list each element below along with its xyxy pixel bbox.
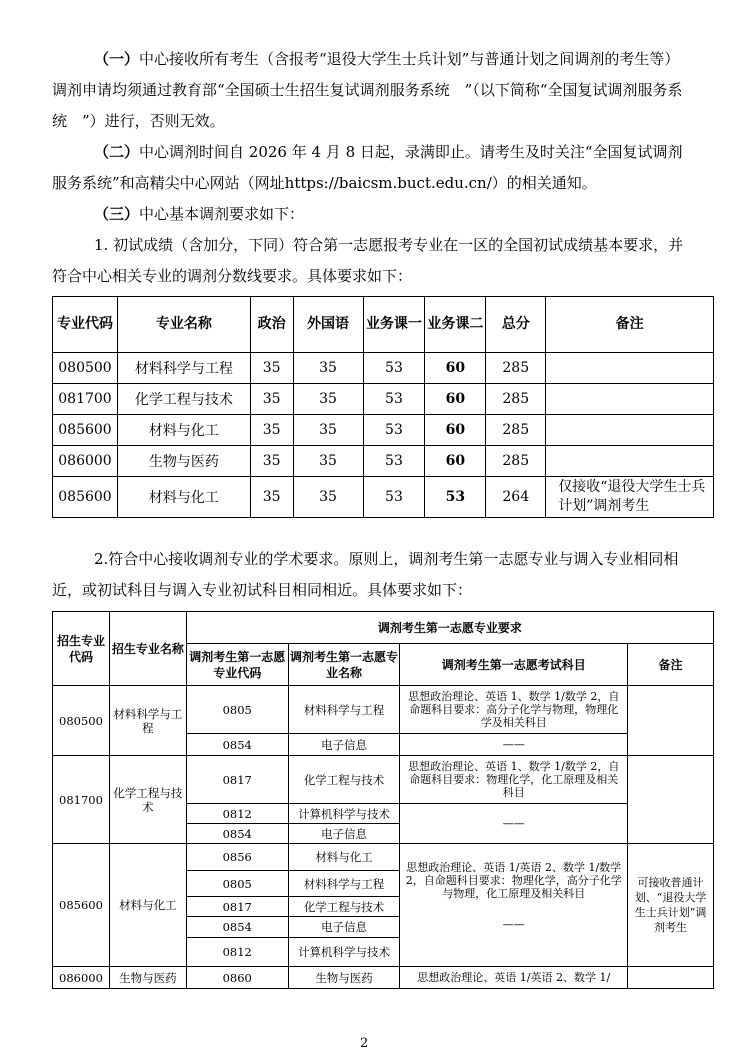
table1-header-note: 备注 xyxy=(546,297,714,353)
cell-code: 080500 xyxy=(53,686,110,756)
paragraph-3-body: 中心基本调剂要求如下： xyxy=(139,205,305,223)
paragraph-2-body: 中心调剂时间自 2026 年 4 月 8 日起，录满即止。请考生及时关注“全国复试调剂服务系统”和高精尖中心网站（网址https://baicsm.buct.edu.cn/）的相关通知。 xyxy=(52,143,683,192)
table1-header-name: 专业名称 xyxy=(117,297,250,353)
cell-politics: 35 xyxy=(250,477,293,518)
cell-note xyxy=(546,446,714,477)
table-row xyxy=(53,415,714,446)
cell-first-name: 化学工程与技术 xyxy=(288,756,400,804)
table-row xyxy=(53,967,714,989)
cell-first-name: 材料科学与工程 xyxy=(288,686,400,734)
cell-subjects: 思想政治理论、英语 1/英语 2、数学 1/ xyxy=(400,967,628,989)
cell-name: 材料与化工 xyxy=(117,415,250,446)
cell-politics: 35 xyxy=(250,446,293,477)
cell-name: 化学工程与技术 xyxy=(117,384,250,415)
table2-header-first-name: 调剂考生第一志愿专业名称 xyxy=(288,644,400,686)
cell-foreign: 35 xyxy=(293,353,363,384)
cell-foreign: 35 xyxy=(293,477,363,518)
cell-subjects: 思想政治理论、英语 1/英语 2、数学 1/数学 2，自命题科目要求：物理化学，高分子化学与物理，化工原理及相关科目 xyxy=(400,844,628,917)
cell-code: 086000 xyxy=(53,446,118,477)
cell-first-name: 材料与化工 xyxy=(288,844,400,871)
cell-first-name: 计算机科学与技术 xyxy=(288,804,400,824)
cell-code: 085600 xyxy=(53,415,118,446)
cell-politics: 35 xyxy=(250,353,293,384)
cell-course2: 60 xyxy=(425,353,486,384)
cell-first-code: 0854 xyxy=(186,734,288,756)
cell-name: 材料科学与工程 xyxy=(109,686,186,756)
table-row xyxy=(53,446,714,477)
table2-header-name: 招生专业名称 xyxy=(109,612,186,686)
table2-header-first-code: 调剂考生第一志愿专业代码 xyxy=(186,644,288,686)
cell-first-code: 0817 xyxy=(186,756,288,804)
cell-politics: 35 xyxy=(250,415,293,446)
cell-note xyxy=(546,415,714,446)
table2-header-code: 招生专业代码 xyxy=(53,612,110,686)
page-number: 2 xyxy=(360,1036,369,1051)
cell-total: 285 xyxy=(486,384,546,415)
cell-subjects: 思想政治理论、英语 1、数学 1/数学 2，自命题科目要求：高分子化学与物理，物理化学及相关科目 xyxy=(400,686,628,734)
cell-first-code: 0812 xyxy=(186,804,288,824)
cell-note: 可接收普通计划、“退役大学生士兵计划”调剂考生 xyxy=(628,844,714,967)
cell-first-name: 电子信息 xyxy=(288,824,400,844)
paragraph-4: 1. 初试成绩（含加分，下同）符合第一志愿报考专业在一区的全国初试成绩基本要求，并符合中心相关专业的调剂分数线要求。具体要求如下： xyxy=(52,236,684,285)
cell-course1: 53 xyxy=(363,446,425,477)
paragraph-3-lead: （三） xyxy=(94,205,140,223)
cell-first-code: 0805 xyxy=(186,871,288,897)
table2-header-group: 调剂考生第一志愿专业要求 xyxy=(186,612,713,644)
cell-foreign: 35 xyxy=(293,415,363,446)
cell-first-code: 0805 xyxy=(186,686,288,734)
cell-first-name: 材料科学与工程 xyxy=(288,871,400,897)
cell-name: 材料与化工 xyxy=(117,477,250,518)
cell-name: 生物与医药 xyxy=(117,446,250,477)
academic-requirements-table xyxy=(52,611,714,989)
cell-name: 生物与医药 xyxy=(109,967,186,989)
cell-subjects: —— xyxy=(400,804,628,844)
cell-politics: 35 xyxy=(250,384,293,415)
table1-header-row xyxy=(53,297,714,353)
cell-first-code: 0854 xyxy=(186,917,288,938)
cell-note xyxy=(628,686,714,756)
cell-subjects: 思想政治理论、英语 1、数学 1/数学 2，自命题科目要求：物理化学，化工原理及相关科目 xyxy=(400,756,628,804)
cell-code: 080500 xyxy=(53,353,118,384)
cell-subjects: —— xyxy=(400,734,628,756)
cell-note xyxy=(628,967,714,989)
table-row xyxy=(53,686,714,734)
paragraph-1-body: 中心接收所有考生（含报考“退役大学生士兵计划”与普通计划之间调剂的考生等）调剂申请均须通过教育部“全国硕士生招生复试调剂服务系统 ”（以下简称“全国复试调剂服务系统 ”）进行，否则无效。 xyxy=(52,50,683,130)
cell-course2: 60 xyxy=(425,384,486,415)
cell-first-code: 0860 xyxy=(186,967,288,989)
cell-note xyxy=(546,384,714,415)
cell-course2: 60 xyxy=(425,446,486,477)
cell-foreign: 35 xyxy=(293,446,363,477)
table-row xyxy=(53,384,714,415)
cell-first-name: 生物与医药 xyxy=(288,967,400,989)
cell-first-code: 0812 xyxy=(186,938,288,967)
cell-first-code: 0856 xyxy=(186,844,288,871)
cell-code: 086000 xyxy=(53,967,110,989)
table1-header-politics: 政治 xyxy=(250,297,293,353)
table1-header-course2: 业务课二 xyxy=(425,297,486,353)
paragraph-3 xyxy=(52,199,692,230)
cell-subjects: —— xyxy=(400,917,628,967)
cell-name: 化学工程与技术 xyxy=(109,756,186,844)
table2-header-note: 备注 xyxy=(628,644,714,686)
cell-course1: 53 xyxy=(363,384,425,415)
cell-course1: 53 xyxy=(363,415,425,446)
cell-code: 085600 xyxy=(53,477,118,518)
cell-code: 085600 xyxy=(53,844,110,967)
paragraph-1 xyxy=(52,44,692,137)
cell-course1: 53 xyxy=(363,477,425,518)
cell-course2: 53 xyxy=(425,477,486,518)
score-requirements-table xyxy=(52,296,714,518)
table1-header-course1: 业务课一 xyxy=(363,297,425,353)
cell-note xyxy=(546,353,714,384)
cell-first-name: 电子信息 xyxy=(288,734,400,756)
paragraph-5: 2.符合中心接收调剂专业的学术要求。原则上，调剂考生第一志愿专业与调入专业相同相近，或初试科目与调入专业初试科目相同相近。具体要求如下： xyxy=(52,550,679,599)
cell-first-name: 化学工程与技术 xyxy=(288,897,400,917)
cell-name: 材料科学与工程 xyxy=(117,353,250,384)
table-row xyxy=(53,844,714,871)
cell-total: 285 xyxy=(486,415,546,446)
cell-course2: 60 xyxy=(425,415,486,446)
cell-name: 材料与化工 xyxy=(109,844,186,967)
table1-header-code: 专业代码 xyxy=(53,297,118,353)
paragraph-1-lead: （一） xyxy=(94,50,140,68)
paragraph-2 xyxy=(52,137,692,199)
cell-first-code: 0817 xyxy=(186,897,288,917)
cell-first-name: 计算机科学与技术 xyxy=(288,938,400,967)
cell-note: 仅接收“退役大学生士兵计划”调剂考生 xyxy=(546,477,714,518)
cell-first-name: 电子信息 xyxy=(288,917,400,938)
table1-header-foreign: 外国语 xyxy=(293,297,363,353)
table-row xyxy=(53,477,714,518)
table2-header-first-subjects: 调剂考生第一志愿考试科目 xyxy=(400,644,628,686)
cell-total: 285 xyxy=(486,353,546,384)
table2-header-row-1 xyxy=(53,612,714,644)
table1-header-total: 总分 xyxy=(486,297,546,353)
paragraph-2-lead: （二） xyxy=(94,143,140,161)
cell-first-code: 0854 xyxy=(186,824,288,844)
cell-note xyxy=(628,756,714,844)
table-row xyxy=(53,756,714,804)
cell-code: 081700 xyxy=(53,756,110,844)
cell-code: 081700 xyxy=(53,384,118,415)
cell-total: 285 xyxy=(486,446,546,477)
cell-foreign: 35 xyxy=(293,384,363,415)
cell-total: 264 xyxy=(486,477,546,518)
table-row xyxy=(53,353,714,384)
cell-course1: 53 xyxy=(363,353,425,384)
